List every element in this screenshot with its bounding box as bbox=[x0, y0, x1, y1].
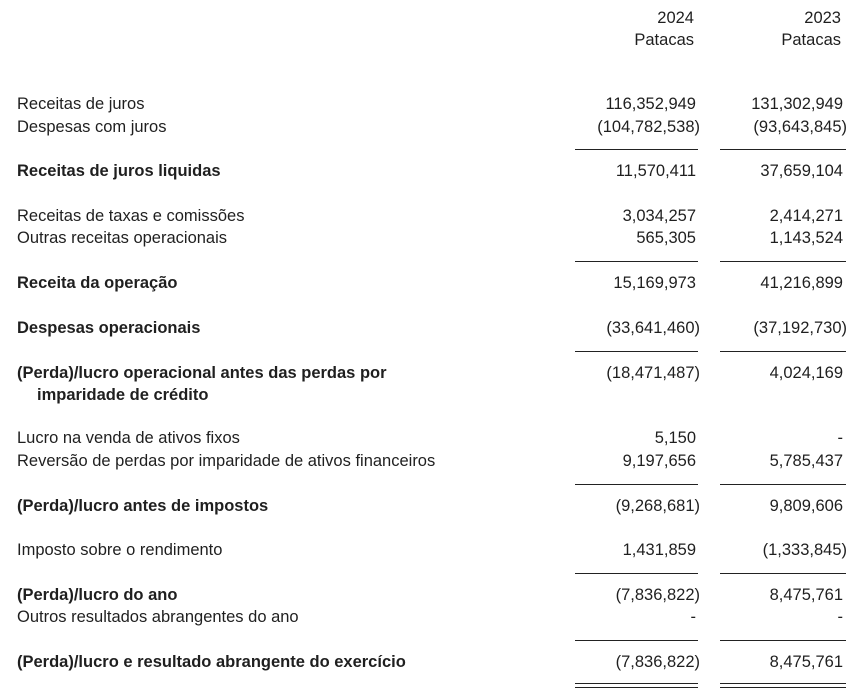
fee-income-2023: 2,414,271 bbox=[769, 207, 843, 225]
other-operating-income-2023: 1,143,524 bbox=[769, 229, 843, 247]
rule-result-year-2024 bbox=[575, 573, 698, 574]
header-2023-currency: Patacas bbox=[781, 31, 841, 49]
total-comprehensive-label: (Perda)/lucro e resultado abrangente do exercício bbox=[17, 653, 406, 671]
rule-total-2023 bbox=[720, 640, 846, 641]
header-2023-year: 2023 bbox=[804, 9, 841, 27]
gain-fixed-assets-2023: - bbox=[837, 429, 843, 447]
rule-before-tax-2023 bbox=[720, 484, 846, 485]
rule-operating-result-2023 bbox=[720, 351, 846, 352]
other-comprehensive-2024: - bbox=[690, 608, 696, 626]
rule-net-interest-2023 bbox=[720, 149, 846, 150]
interest-income-2024: 116,352,949 bbox=[605, 95, 696, 113]
header-2024-year: 2024 bbox=[657, 9, 694, 27]
net-interest-income-2024: 11,570,411 bbox=[615, 162, 696, 180]
other-comprehensive-label: Outros resultados abrangentes do ano bbox=[17, 608, 299, 626]
double-rule-2024 bbox=[575, 683, 698, 688]
net-interest-income-2023: 37,659,104 bbox=[760, 162, 843, 180]
operating-revenue-2024: 15,169,973 bbox=[613, 274, 696, 292]
operating-expenses-label: Despesas operacionais bbox=[17, 319, 201, 337]
other-operating-income-2024: 565,305 bbox=[636, 229, 696, 247]
other-comprehensive-2023: - bbox=[837, 608, 843, 626]
rule-result-year-2023 bbox=[720, 573, 846, 574]
interest-income-2023: 131,302,949 bbox=[751, 95, 843, 113]
rule-net-interest-2024 bbox=[575, 149, 698, 150]
operating-result-label-line2: imparidade de crédito bbox=[37, 386, 209, 404]
impairment-reversal-2024: 9,197,656 bbox=[622, 452, 696, 470]
total-comprehensive-2024: (7,836,822) bbox=[615, 653, 700, 671]
interest-income-label: Receitas de juros bbox=[17, 95, 145, 113]
gain-fixed-assets-label: Lucro na venda de ativos fixos bbox=[17, 429, 240, 447]
operating-result-2024: (18,471,487) bbox=[606, 364, 700, 382]
result-year-2023: 8,475,761 bbox=[769, 586, 843, 604]
operating-revenue-2023: 41,216,899 bbox=[760, 274, 843, 292]
header-2024 bbox=[634, 7, 694, 51]
income-tax-label: Imposto sobre o rendimento bbox=[17, 541, 223, 559]
header-2024-currency: Patacas bbox=[634, 31, 694, 49]
income-tax-2023: (1,333,845) bbox=[762, 541, 847, 559]
fee-income-2024: 3,034,257 bbox=[622, 207, 696, 225]
double-rule-2023 bbox=[720, 683, 846, 688]
rule-total-2024 bbox=[575, 640, 698, 641]
header-2023 bbox=[781, 7, 841, 51]
result-before-tax-2024: (9,268,681) bbox=[615, 497, 700, 515]
operating-result-2023: 4,024,169 bbox=[769, 364, 843, 382]
operating-result-label-line1: (Perda)/lucro operacional antes das perdas por bbox=[17, 364, 387, 382]
interest-expense-2024: (104,782,538) bbox=[597, 118, 700, 136]
gain-fixed-assets-2024: 5,150 bbox=[654, 429, 696, 447]
operating-expenses-2024: (33,641,460) bbox=[606, 319, 700, 337]
interest-expense-label: Despesas com juros bbox=[17, 118, 167, 136]
result-year-2024: (7,836,822) bbox=[615, 586, 700, 604]
fee-income-label: Receitas de taxas e comissões bbox=[17, 207, 245, 225]
result-before-tax-2023: 9,809,606 bbox=[769, 497, 843, 515]
operating-revenue-label: Receita da operação bbox=[17, 274, 178, 292]
rule-operating-revenue-2024 bbox=[575, 261, 698, 262]
result-before-tax-label: (Perda)/lucro antes de impostos bbox=[17, 497, 269, 515]
total-comprehensive-2023: 8,475,761 bbox=[769, 653, 843, 671]
rule-operating-revenue-2023 bbox=[720, 261, 846, 262]
other-operating-income-label: Outras receitas operacionais bbox=[17, 229, 228, 247]
impairment-reversal-label: Reversão de perdas por imparidade de ativos financeiros bbox=[17, 452, 436, 470]
result-year-label: (Perda)/lucro do ano bbox=[17, 586, 178, 604]
rule-before-tax-2024 bbox=[575, 484, 698, 485]
operating-expenses-2023: (37,192,730) bbox=[753, 319, 847, 337]
interest-expense-2023: (93,643,845) bbox=[753, 118, 847, 136]
impairment-reversal-2023: 5,785,437 bbox=[769, 452, 843, 470]
rule-operating-result-2024 bbox=[575, 351, 698, 352]
net-interest-income-label: Receitas de juros liquidas bbox=[17, 162, 221, 180]
income-tax-2024: 1,431,859 bbox=[622, 541, 696, 559]
